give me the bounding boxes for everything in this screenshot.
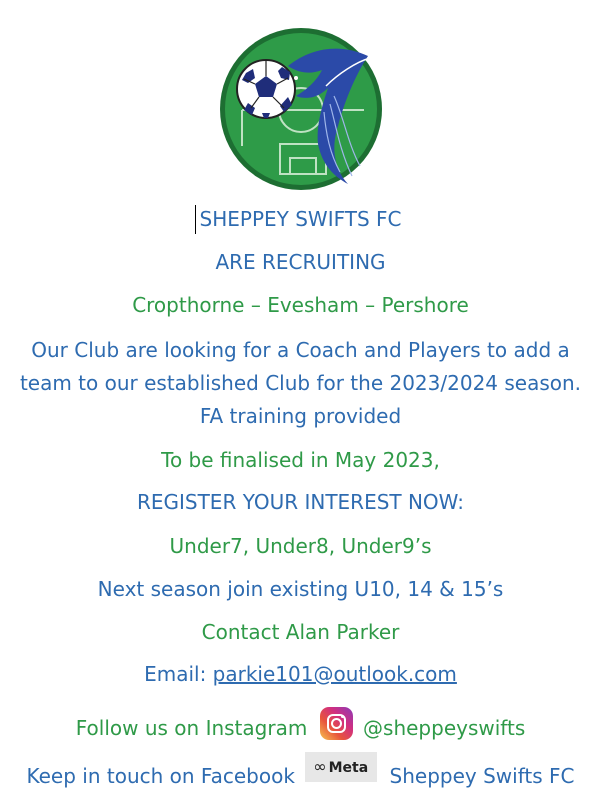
- age-groups-text: Under7, Under8, Under9’s: [169, 534, 432, 558]
- description-paragraph: Our Club are looking for a Coach and Players to add a team to our established Club for the 2023/2024 season. FA training provided: [19, 338, 582, 428]
- instagram-label: Follow us on Instagram: [75, 716, 308, 740]
- instagram-line: [0, 713, 601, 746]
- email-line: [0, 662, 601, 686]
- crest-svg: [218, 26, 384, 192]
- instagram-handle[interactable]: @sheppeyswifts: [363, 716, 526, 740]
- email-link[interactable]: parkie101@outlook.com: [212, 662, 457, 686]
- meta-logo-icon[interactable]: ∞ Meta: [305, 752, 377, 782]
- club-crest-logo: [218, 26, 384, 192]
- football-icon: [237, 60, 295, 118]
- next-season-text: Next season join existing U10, 14 & 15’s: [97, 577, 504, 601]
- recruiting-heading: ARE RECRUITING: [215, 250, 386, 274]
- finalised-text: To be finalised in May 2023,: [161, 448, 440, 472]
- contact-text: Contact Alan Parker: [201, 620, 400, 644]
- club-heading: SHEPPEY SWIFTS FC: [199, 207, 402, 231]
- facebook-label: Keep in touch on Facebook: [26, 764, 295, 788]
- instagram-icon[interactable]: [320, 707, 353, 740]
- facebook-line: [0, 757, 601, 794]
- register-text: REGISTER YOUR INTEREST NOW:: [136, 490, 465, 514]
- meta-badge-text: Meta: [328, 760, 369, 776]
- locations-text: Cropthorne – Evesham – Pershore: [132, 293, 469, 317]
- email-label: Email:: [144, 662, 213, 686]
- facebook-page-name[interactable]: Sheppey Swifts FC: [389, 764, 575, 788]
